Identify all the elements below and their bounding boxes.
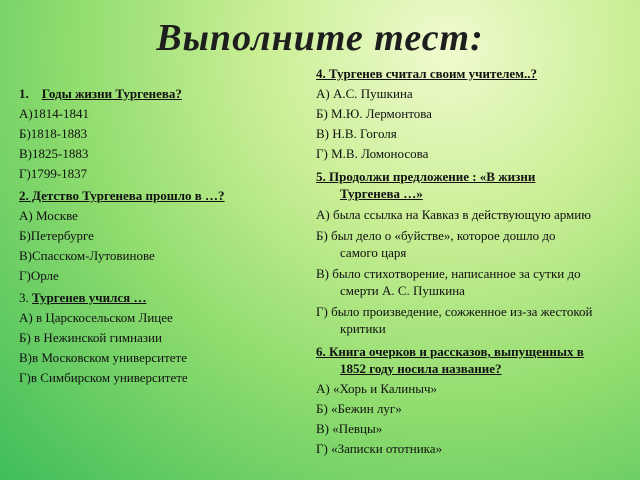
answer-1c: В)1825-1883 (19, 146, 89, 161)
answer-3d: Г)в Симбирском университете (19, 370, 188, 385)
question-1-number: 1. (19, 86, 29, 101)
answer-4b: Б) М.Ю. Лермонтова (316, 106, 432, 121)
question-6 (316, 341, 626, 379)
answer-5b-line1: Б) был дело о «буйстве», которое дошло до (316, 228, 556, 243)
right-column (316, 64, 626, 459)
answer-6b: Б) «Бежин луг» (316, 401, 402, 416)
question-3-text: Тургенев учился … (32, 290, 147, 305)
answer-5d-line1: Г) было произведение, сожженное из-за жестокой (316, 304, 593, 319)
answer-6c: В) «Певцы» (316, 421, 383, 436)
answer-6d: Г) «Записки ототника» (316, 441, 443, 456)
answer-6a: А) «Хорь и Калиныч» (316, 381, 437, 396)
answer-1a: А)1814-1841 (19, 106, 90, 121)
answer-5a-line1: А) была ссылка на Кавказ в действующую армию (316, 207, 591, 222)
question-4: 4. Тургенев считал своим учителем..? (316, 66, 538, 81)
page-title: Выполните тест: (156, 17, 484, 59)
question-5 (316, 166, 626, 204)
answer-2b: Б)Петербурге (19, 228, 94, 243)
answer-5c-line2: смерти А. С. Пушкина (340, 283, 465, 298)
question-5-line1: 5. Продолжи предложение : «В жизни (316, 169, 536, 184)
answer-5c-line1: В) было стихотворение, написанное за сутки до (316, 266, 581, 281)
question-3 (19, 288, 299, 308)
answer-4c: В) Н.В. Гоголя (316, 126, 397, 141)
question-6-line1: 6. Книга очерков и рассказов, выпущенных в (316, 344, 584, 359)
answer-2a: А) Москве (19, 208, 78, 223)
left-column (19, 84, 299, 388)
answer-4a: А) А.С. Пушкина (316, 86, 413, 101)
answer-4d: Г) М.В. Ломоносова (316, 146, 429, 161)
question-6-line2: 1852 году носила название? (340, 361, 502, 376)
answer-5b (316, 225, 626, 263)
answer-5d-line2: критики (340, 321, 386, 336)
question-1-text: Годы жизни Тургенева? (41, 86, 182, 101)
answer-5b-line2: самого царя (340, 245, 407, 260)
answer-1d: Г)1799-1837 (19, 166, 88, 181)
answer-2c: В)Спасском-Лутовинове (19, 248, 155, 263)
answer-3b: Б) в Нежинской гимназии (19, 330, 162, 345)
answer-5d (316, 301, 626, 339)
answer-3a: А) в Царскосельском Лицее (19, 310, 173, 325)
question-5-line2: Тургенева …» (340, 186, 423, 201)
answer-3c: В)в Московском университете (19, 350, 187, 365)
question-3-number: 3. (19, 290, 32, 305)
answer-5c (316, 263, 626, 301)
answer-1b: Б)1818-1883 (19, 126, 88, 141)
question-2: 2. Детство Тургенева прошло в …? (19, 188, 225, 203)
answer-2d: Г)Орле (19, 268, 59, 283)
question-1 (19, 84, 299, 104)
answer-5a (316, 204, 626, 225)
